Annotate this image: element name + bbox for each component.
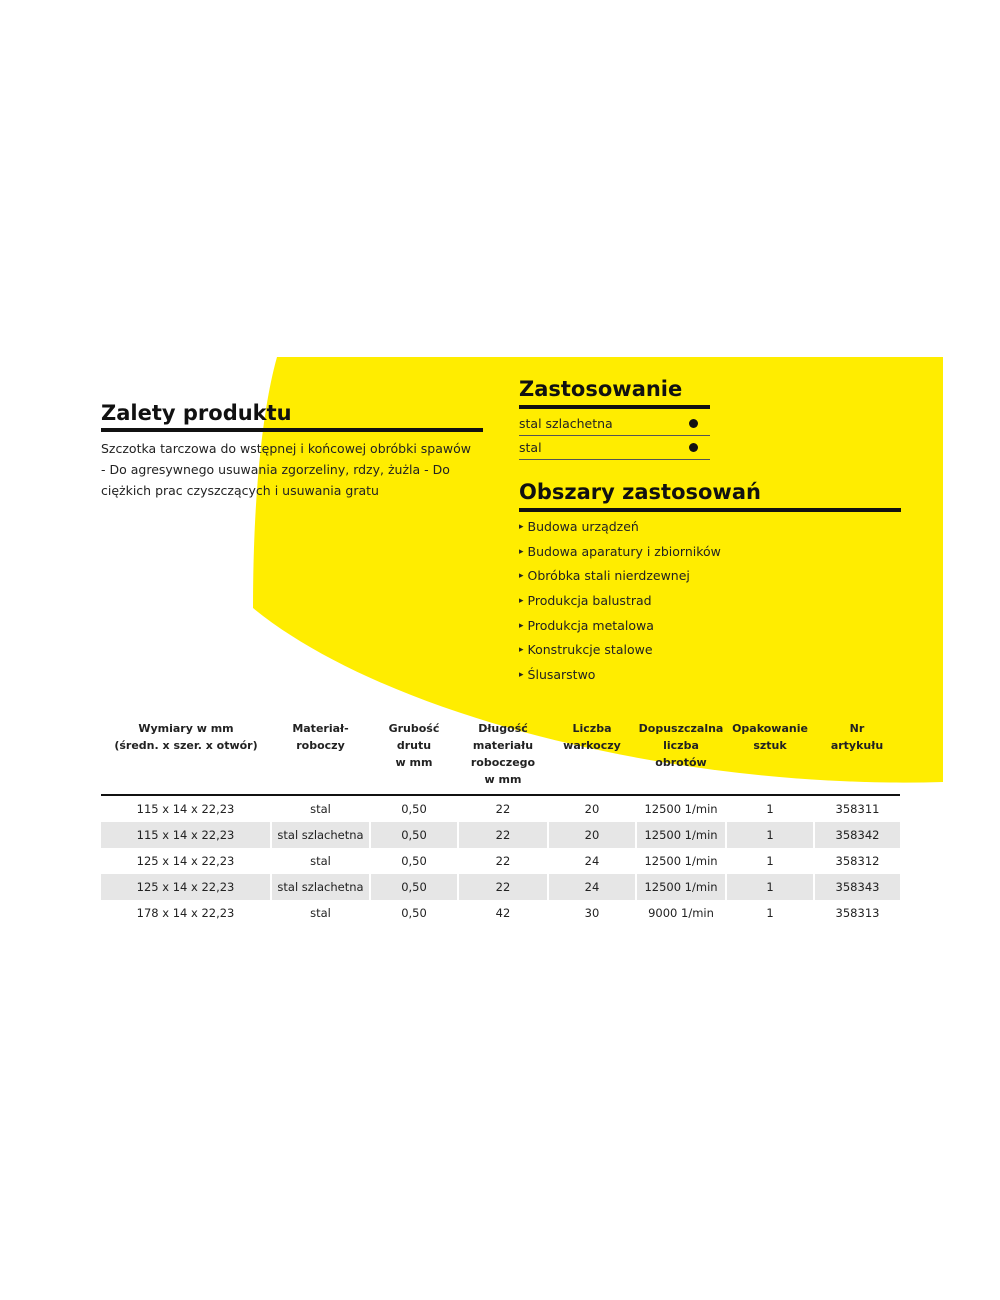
table-cell: 115 x 14 x 22,23 <box>101 822 271 848</box>
obszary-item-label: Konstrukcje stalowe <box>527 642 653 658</box>
table-cell: 20 <box>548 795 636 822</box>
table-cell: 20 <box>548 822 636 848</box>
table-cell: 358313 <box>835 906 880 920</box>
zastosowanie-item-label: stal szlachetna <box>519 416 613 431</box>
table-row <box>101 900 900 926</box>
table-cell: 1 <box>726 900 814 926</box>
table-cell: 24 <box>548 874 636 900</box>
table-row <box>101 874 900 900</box>
table-cell: 1 <box>726 874 814 900</box>
table-cell: 24 <box>548 848 636 874</box>
table-cell: 115 x 14 x 22,23 <box>101 795 271 822</box>
table-cell: 22 <box>458 848 548 874</box>
spec-table <box>101 712 900 926</box>
zastosowanie-title: Zastosowanie <box>519 377 683 401</box>
obszary-item <box>519 540 721 565</box>
column-header: Materiał- roboczy <box>271 712 370 795</box>
obszary-item-label: Obróbka stali nierdzewnej <box>527 568 690 584</box>
obszary-item-label: Budowa urządzeń <box>527 519 639 534</box>
table-cell: 125 x 14 x 22,23 <box>101 848 271 874</box>
obszary-item-label: Budowa aparatury i zbiorników <box>527 543 721 559</box>
table-cell: 0,50 <box>370 848 458 874</box>
bullet-arrow-icon: ▸ <box>519 645 524 656</box>
obszary-title: Obszary zastosowań <box>519 480 761 504</box>
obszary-item-label: Produkcja metalowa <box>527 617 654 633</box>
zalety-description: Szczotka tarczowa do wstępnej i końcowej obróbki spawów - Do agresywnego usuwania zgorzeliny, rdzy, żużla - Do ciężkich prac czyszczących i usuwania gratu <box>101 441 471 498</box>
column-header: Dopuszczalna liczba obrotów <box>636 712 726 795</box>
table-cell: 12500 1/min <box>636 848 726 874</box>
table-cell: 358343 <box>814 874 900 900</box>
table-row <box>101 795 900 822</box>
table-cell: 12500 1/min <box>636 822 726 848</box>
zalety-title: Zalety produktu <box>101 401 292 425</box>
table-cell: 12500 1/min <box>636 795 726 822</box>
table-cell: 1 <box>726 848 814 874</box>
table-cell: stal <box>271 795 370 822</box>
table-cell: 1 <box>726 822 814 848</box>
table-cell: 0,50 <box>370 795 458 822</box>
table-body <box>101 795 900 926</box>
table-cell: stal <box>271 848 370 874</box>
table-cell: 30 <box>548 900 636 926</box>
column-header: Nr artykułu <box>814 712 900 795</box>
table-cell: stal <box>271 900 370 926</box>
zastosowanie-item <box>519 436 710 460</box>
table-cell: 22 <box>458 822 548 848</box>
zastosowanie-rule <box>519 405 710 409</box>
table-cell: 22 <box>458 795 548 822</box>
table-cell: 358342 <box>814 822 900 848</box>
table-header-row <box>101 712 900 795</box>
table-cell: 9000 1/min <box>636 900 726 926</box>
filled-dot-icon <box>689 419 698 428</box>
column-header: Długość materiału roboczego w mm <box>458 712 548 795</box>
zastosowanie-item-label: stal <box>519 440 542 455</box>
table-cell: 22 <box>458 874 548 900</box>
table-cell: 0,50 <box>370 822 458 848</box>
bullet-arrow-icon: ▸ <box>519 596 524 607</box>
bullet-arrow-icon: ▸ <box>519 522 524 532</box>
obszary-item <box>519 589 721 614</box>
obszary-item-label: Ślusarstwo <box>527 667 596 683</box>
table-cell: 12500 1/min <box>636 874 726 900</box>
obszary-rule <box>519 508 901 512</box>
column-header: Liczba warkoczy <box>548 712 636 795</box>
zalety-rule <box>101 428 483 432</box>
obszary-item <box>519 663 721 688</box>
table-row <box>101 848 900 874</box>
table-cell: stal szlachetna <box>271 822 370 848</box>
table-cell: 358311 <box>835 802 880 816</box>
obszary-item <box>519 638 721 663</box>
column-header: Opakowanie sztuk <box>726 712 814 795</box>
table-cell: 178 x 14 x 22,23 <box>101 900 271 926</box>
obszary-list <box>519 515 721 688</box>
bullet-arrow-icon: ▸ <box>519 571 524 582</box>
bullet-arrow-icon: ▸ <box>519 670 524 681</box>
obszary-item <box>519 515 721 540</box>
table-cell: 0,50 <box>370 874 458 900</box>
table-cell: 42 <box>458 900 548 926</box>
table-cell: 125 x 14 x 22,23 <box>101 874 271 900</box>
filled-dot-icon <box>689 443 698 452</box>
column-header: Wymiary w mm (średn. x szer. x otwór) <box>101 712 271 795</box>
bullet-arrow-icon: ▸ <box>519 546 524 557</box>
table-row <box>101 822 900 848</box>
column-header: Grubość drutu w mm <box>370 712 458 795</box>
zastosowanie-list <box>519 412 710 460</box>
zastosowanie-item <box>519 412 710 436</box>
bullet-arrow-icon: ▸ <box>519 620 524 631</box>
obszary-item-label: Produkcja balustrad <box>527 593 652 609</box>
table-cell: 1 <box>726 795 814 822</box>
table-cell: stal szlachetna <box>271 874 370 900</box>
obszary-item <box>519 614 721 639</box>
obszary-item <box>519 564 721 589</box>
table-cell: 358312 <box>835 854 880 868</box>
table-cell: 0,50 <box>370 900 458 926</box>
